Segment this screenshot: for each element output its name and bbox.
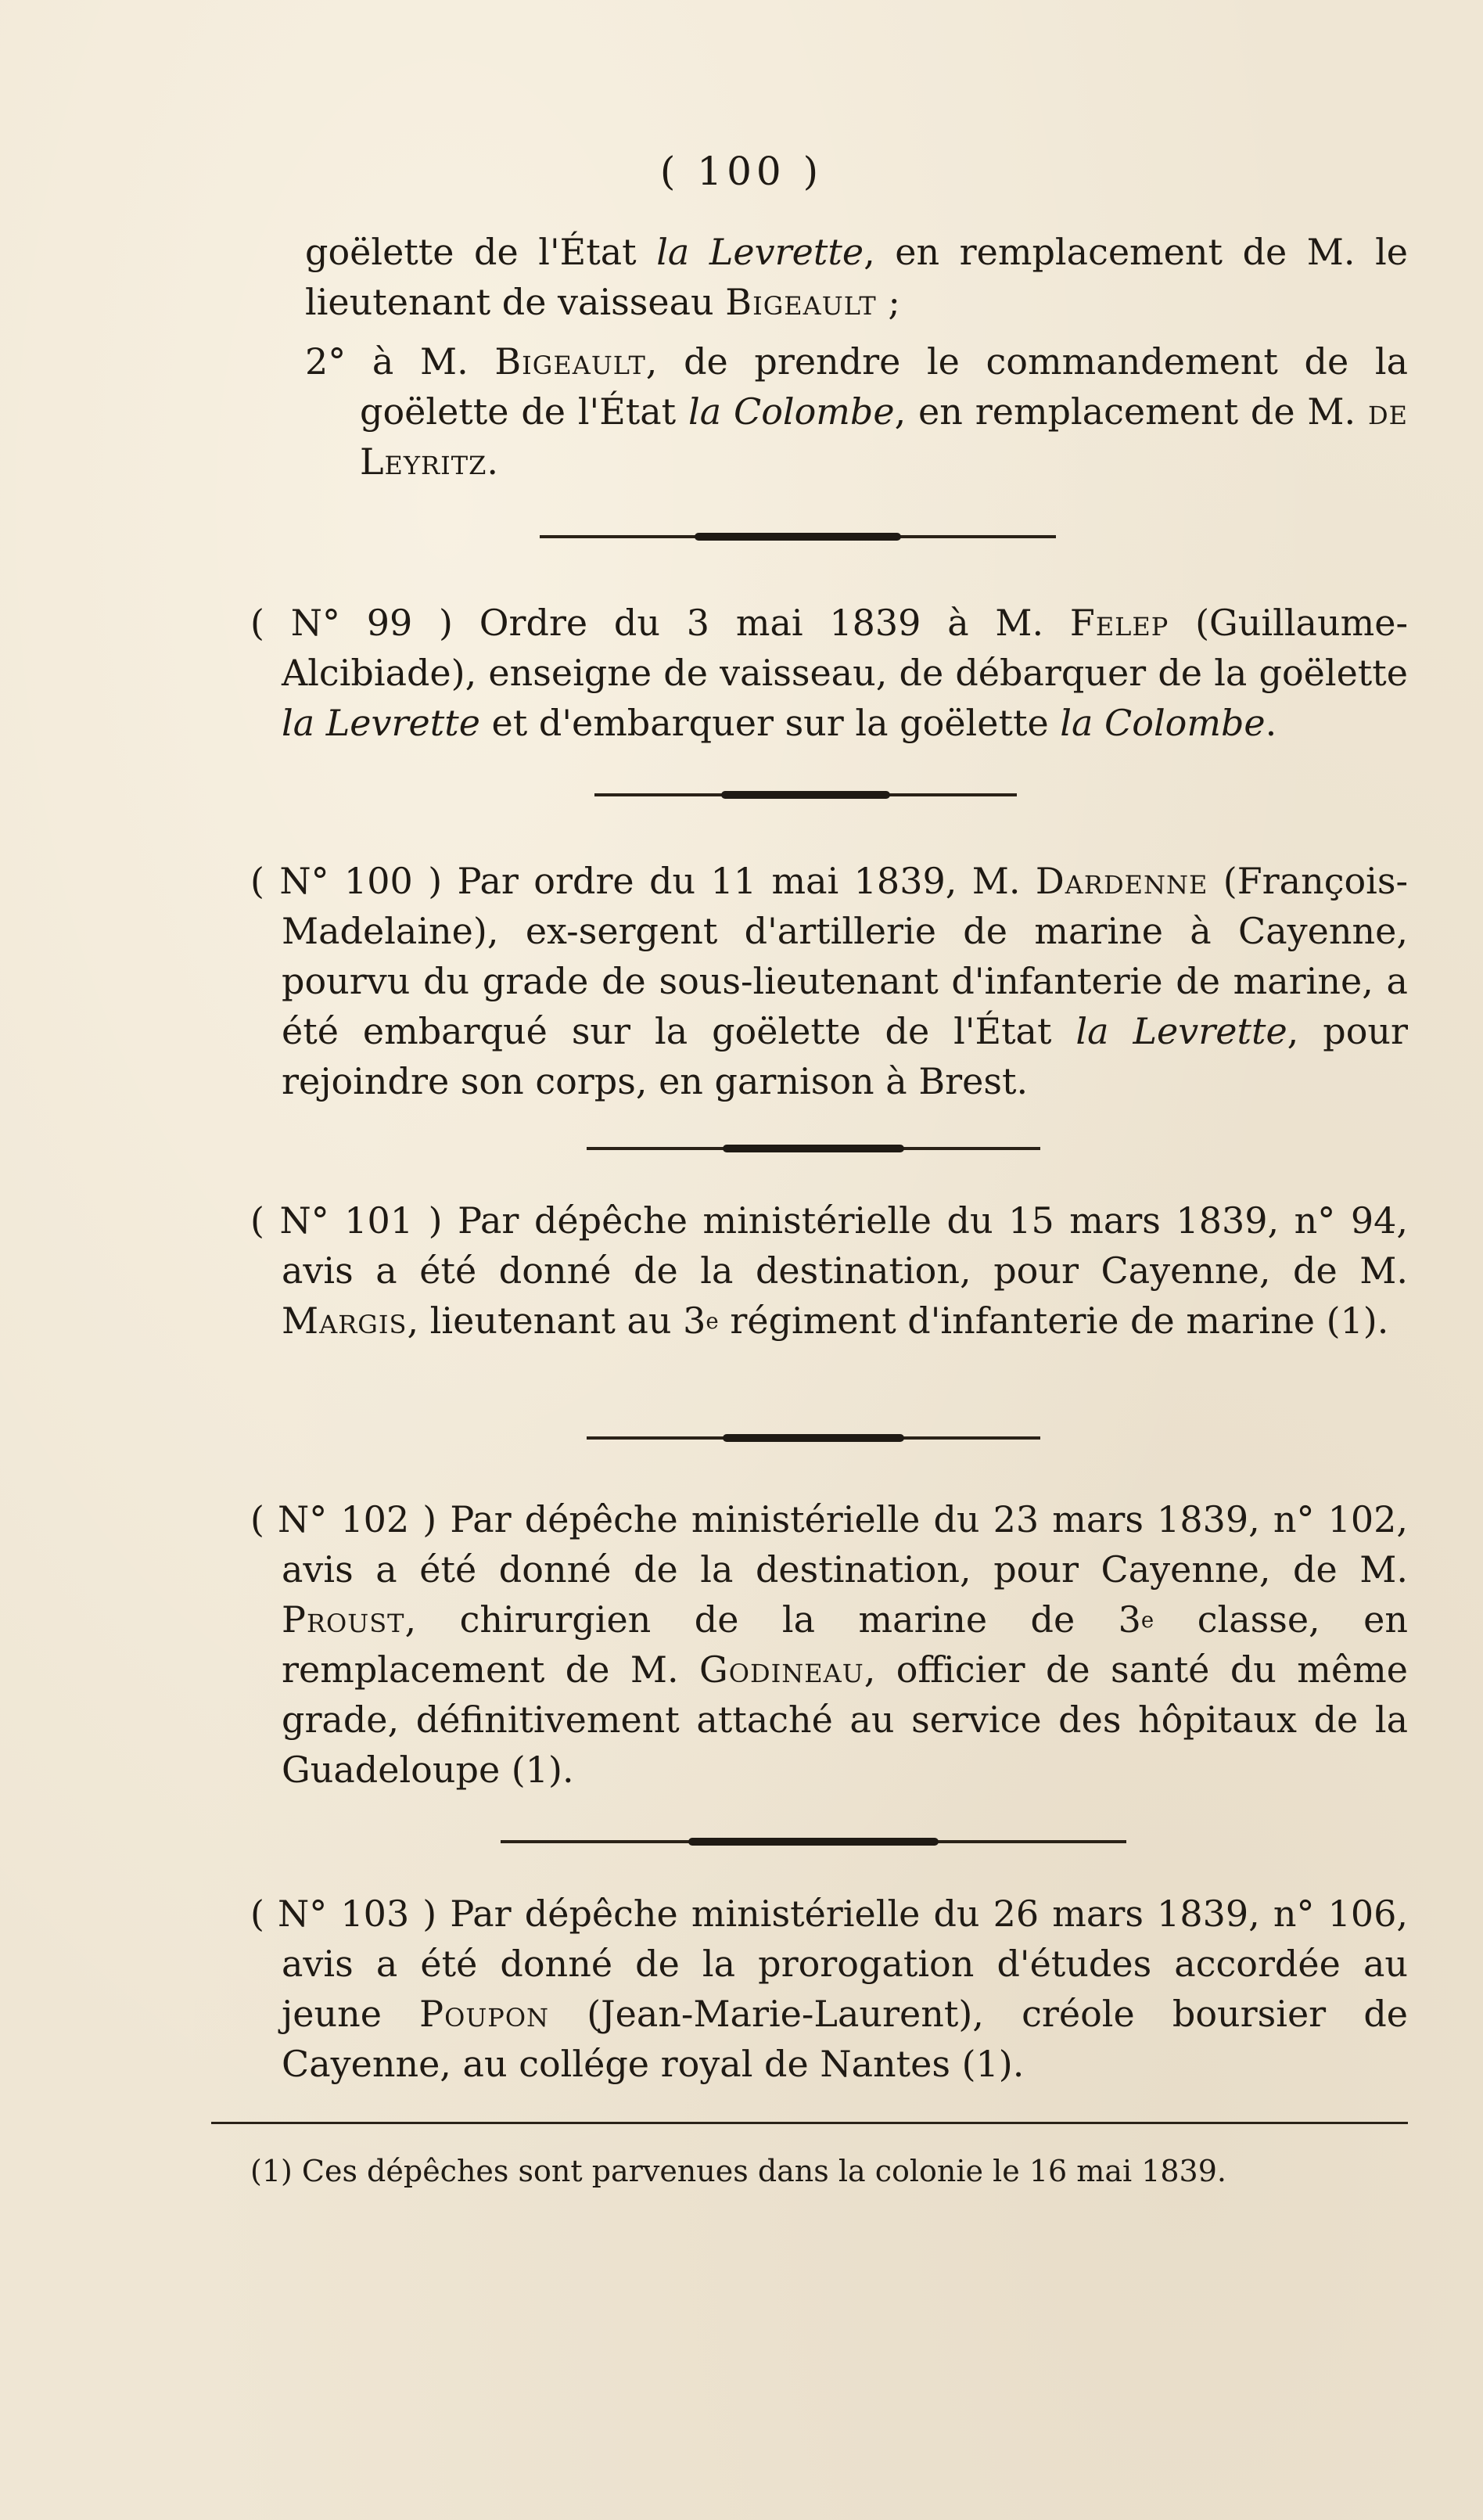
footnote: (1) Ces dépêches sont parvenues dans la colonie le 16 mai 1839. (250, 2154, 1226, 2188)
entry-102 (250, 1494, 1408, 1795)
footnote-rule (211, 2122, 1408, 2124)
ship-name: la Levrette (282, 702, 480, 744)
person-name: Felep (1069, 602, 1169, 644)
continuation-item-2: 2° à M. Bigeault, de prendre le commandement de la goëlette de l'État la Colombe, en remplacement de M. de Leyritz. (305, 340, 1409, 483)
ship-name: la Colombe (1060, 702, 1266, 744)
entry-number: ( N° 103 ) (250, 1893, 437, 1935)
person-name: Proust (282, 1598, 405, 1641)
person-name: Dardenne (1035, 860, 1208, 902)
continuation-line: goëlette de l'État la Levrette, en remplacement de M. le lieutenant de vaisseau Bigeault ; (305, 231, 1409, 323)
entry-number: ( N° 101 ) (250, 1199, 443, 1242)
person-name: Godineau (699, 1648, 864, 1691)
person-name: Poupon (419, 1993, 550, 2035)
ship-name: la Colombe (688, 390, 895, 433)
entry-number: ( N° 99 ) (250, 602, 454, 644)
separator-rule (587, 1436, 1040, 1440)
superscript: e (706, 1308, 719, 1335)
ship-name: la Levrette (1075, 1010, 1287, 1052)
entry-paragraph: ( N° 99 ) Ordre du 3 mai 1839 à M. Felep (Guillaume-Alcibiade), enseigne de vaisseau, de débarquer de la goëlette la Levrette et d'embarquer sur la goëlette la Colombe. (250, 602, 1408, 744)
entry-number: ( N° 100 ) (250, 860, 443, 902)
entry-paragraph: ( N° 103 ) Par dépêche ministérielle du 26 mars 1839, n° 106, avis a été donné de la prorogation d'études accordée au jeune Poupon (Jean-Marie-Laurent), créole boursier de Cayenne, au collége royal de Nantes (1). (250, 1893, 1408, 2085)
person-name: Bigeault (494, 340, 646, 383)
separator-rule (587, 1147, 1040, 1150)
ship-name: la Levrette (656, 231, 864, 273)
entry-continuation (250, 227, 1408, 487)
entry-paragraph: ( N° 102 ) Par dépêche ministérielle du 23 mars 1839, n° 102, avis a été donné de la destination, pour Cayenne, de M. Proust, chirurgien de la marine de 3e classe, en remplacement de M. Godineau, officier de santé du même grade, définitivement attaché au service des hôpitaux de la Guadeloupe (1). (250, 1498, 1408, 1791)
entry-99 (250, 598, 1408, 748)
entry-paragraph: ( N° 100 ) Par ordre du 11 mai 1839, M. Dardenne (François-Madelaine), ex-sergent d'artillerie de marine à Cayenne, pourvu du grade de sous-lieutenant d'infanterie de marine, a été embarqué sur la goëlette de l'État la Levrette, pour rejoindre son corps, en garnison à Brest. (250, 860, 1409, 1102)
entry-number: ( N° 102 ) (250, 1498, 437, 1540)
separator-rule (594, 793, 1017, 796)
page-number: ( 100 ) (659, 149, 824, 194)
separator-rule (540, 535, 1056, 538)
entry-101 (250, 1195, 1408, 1346)
superscript: e (1140, 1607, 1154, 1634)
entry-103 (250, 1889, 1408, 2089)
entry-100 (250, 856, 1408, 1106)
person-name: de Leyritz (360, 390, 1409, 483)
separator-rule (501, 1840, 1126, 1843)
person-name: Margis (282, 1300, 408, 1342)
person-name: Bigeault (725, 281, 877, 323)
entry-paragraph: ( N° 101 ) Par dépêche ministérielle du 15 mars 1839, n° 94, avis a été donné de la destination, pour Cayenne, de M. Margis, lieutenant au 3e régiment d'infanterie de marine (1). (250, 1199, 1408, 1342)
